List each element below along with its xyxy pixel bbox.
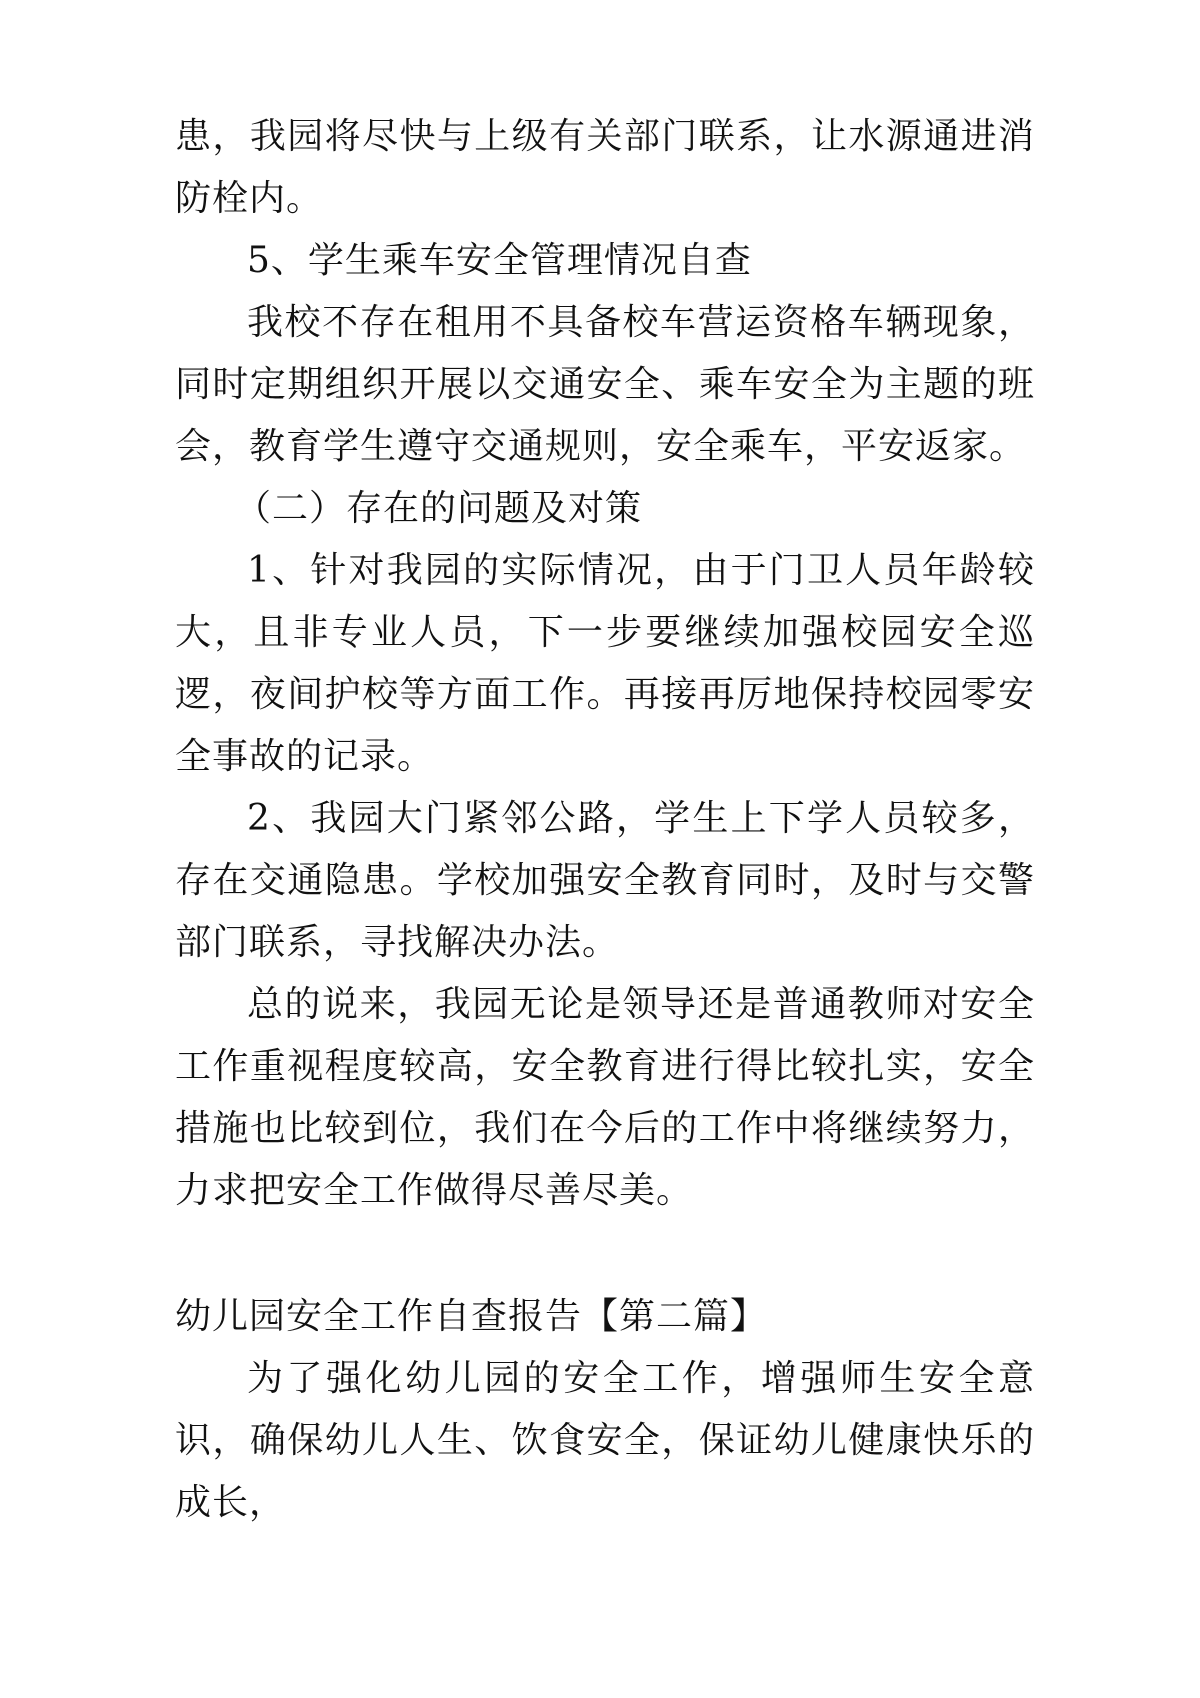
paragraph-bus-safety: 我校不存在租用不具备校车营运资格车辆现象，同时定期组织开展以交通安全、乘车安全为主题的班会，教育学生遵守交通规则，安全乘车，平安返家。 — [175, 302, 1035, 467]
paragraph-problem-2: 2、我园大门紧邻公路，学生上下学人员较多，存在交通隐患。学校加强安全教育同时，及时与交警部门联系，寻找解决办法。 — [175, 798, 1035, 963]
article-title-part-two: 幼儿园安全工作自查报告【第二篇】 — [175, 1296, 768, 1337]
section-heading-5: 5、学生乘车安全管理情况自查 — [247, 240, 752, 281]
paragraph-summary: 总的说来，我园无论是领导还是普通教师对安全工作重视程度较高，安全教育进行得比较扎实，安全措施也比较到位，我们在今后的工作中将继续努力，力求把安全工作做得尽善尽美。 — [175, 984, 1035, 1211]
paragraph-continued: 患，我园将尽快与上级有关部门联系，让水源通进消防栓内。 — [175, 116, 1035, 219]
paragraph-intro-part-two: 为了强化幼儿园的安全工作，增强师生安全意识，确保幼儿人生、饮食安全，保证幼儿健康快乐的成长， — [175, 1358, 1035, 1523]
section-heading-problems: （二）存在的问题及对策 — [235, 488, 643, 529]
paragraph-problem-1: 1、针对我园的实际情况，由于门卫人员年龄较大，且非专业人员，下一步要继续加强校园安全巡逻，夜间护校等方面工作。再接再厉地保持校园零安全事故的记录。 — [175, 550, 1035, 777]
